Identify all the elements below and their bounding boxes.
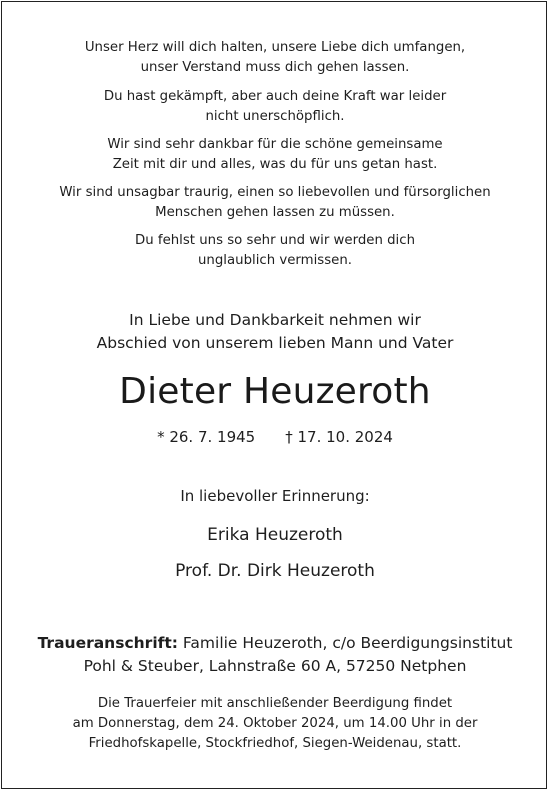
poem-line: unglaublich vermissen. — [198, 253, 352, 268]
poem-line: Menschen gehen lassen zu müssen. — [155, 205, 395, 220]
address-line: Pohl & Steuber, Lahnstraße 60 A, 57250 Netphen — [83, 657, 467, 675]
poem-line: Wir sind sehr dankbar für die schöne gemeinsame — [107, 137, 443, 152]
life-dates — [0, 428, 550, 446]
poem-line: Unser Herz will dich halten, unsere Liebe dich umfangen, — [84, 40, 466, 55]
poem-line: nicht unerschöpflich. — [205, 109, 345, 124]
intro-line: Abschied von unserem lieben Mann und Vater — [96, 334, 454, 352]
deceased-name: Dieter Heuzeroth — [119, 371, 431, 412]
poem-line: Du hast gekämpft, aber auch deine Kraft war leider — [103, 89, 447, 104]
birth-date: * 26. 7. 1945 — [157, 428, 256, 446]
memory-heading: In liebevoller Erinnerung: — [180, 487, 370, 505]
address-line — [0, 634, 550, 652]
poem-line: unser Verstand muss dich gehen lassen. — [140, 60, 410, 75]
poem-line: Du fehlst uns so sehr und wir werden dich — [135, 233, 415, 248]
mourner-name: Erika Heuzeroth — [207, 525, 343, 545]
service-line: am Donnerstag, dem 24. Oktober 2024, um 14.00 Uhr in der — [72, 716, 478, 731]
death-date: † 17. 10. 2024 — [285, 428, 393, 446]
address-label: Traueranschrift: — [37, 634, 178, 652]
address-text: Familie Heuzeroth, c/o Beerdigungsinstitut — [182, 634, 513, 652]
mourner-name: Prof. Dr. Dirk Heuzeroth — [175, 561, 375, 581]
poem-line: Wir sind unsagbar traurig, einen so liebevollen und fürsorglichen — [59, 185, 491, 200]
service-line: Die Trauerfeier mit anschließender Beerdigung findet — [97, 696, 453, 711]
poem-line: Zeit mit dir und alles, was du für uns getan hast. — [112, 157, 438, 172]
intro-line: In Liebe und Dankbarkeit nehmen wir — [129, 311, 421, 329]
service-line: Friedhofskapelle, Stockfriedhof, Siegen-Weidenau, statt. — [88, 736, 462, 751]
